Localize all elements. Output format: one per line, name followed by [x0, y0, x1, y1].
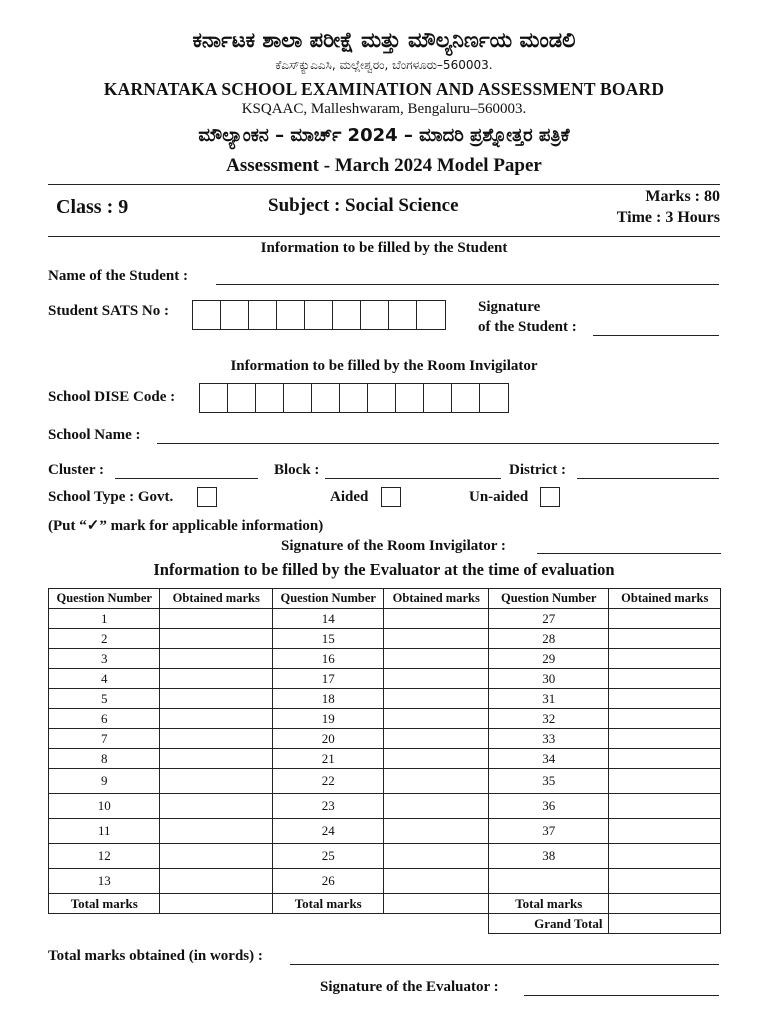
obtained-marks-cell[interactable] [384, 669, 489, 689]
question-number-cell: 21 [272, 749, 383, 769]
obtained-marks-cell[interactable] [384, 629, 489, 649]
table-row [49, 869, 721, 894]
col-question-number-1: Question Number [49, 589, 160, 609]
question-number-cell: 22 [272, 769, 383, 794]
obtained-marks-cell[interactable] [384, 819, 489, 844]
question-number-cell: 34 [489, 749, 609, 769]
aided-label: Aided [330, 489, 369, 505]
obtained-marks-cell[interactable] [160, 609, 273, 629]
question-number-cell: 16 [272, 649, 383, 669]
obtained-marks-cell[interactable] [609, 669, 721, 689]
question-number-cell: 30 [489, 669, 609, 689]
question-number-cell: 35 [489, 769, 609, 794]
question-number-cell: 12 [49, 844, 160, 869]
school-type-label: School Type : Govt. [48, 489, 174, 505]
obtained-marks-cell[interactable] [384, 844, 489, 869]
grand-total-row [49, 914, 721, 934]
govt-checkbox[interactable] [197, 487, 217, 507]
empty-cell [272, 914, 383, 934]
obtained-marks-cell[interactable] [160, 629, 273, 649]
obtained-marks-cell[interactable] [609, 689, 721, 709]
question-number-cell: 32 [489, 709, 609, 729]
obtained-marks-cell[interactable] [609, 649, 721, 669]
subject-label: Subject : Social Science [268, 195, 459, 216]
obtained-marks-cell[interactable] [384, 869, 489, 894]
question-number-cell: 36 [489, 794, 609, 819]
question-number-cell [489, 869, 609, 894]
dise-code-label: School DISE Code : [48, 389, 176, 405]
invigilator-section-heading: Information to be filled by the Room Invigilator [230, 358, 538, 374]
obtained-marks-cell[interactable] [609, 769, 721, 794]
marks-in-words-label: Total marks obtained (in words) : [48, 948, 263, 964]
table-row [49, 794, 721, 819]
obtained-marks-cell[interactable] [160, 689, 273, 709]
table-row [49, 689, 721, 709]
obtained-marks-cell[interactable] [609, 819, 721, 844]
obtained-marks-cell[interactable] [609, 869, 721, 894]
dise-digit-box[interactable] [480, 384, 508, 412]
obtained-marks-cell[interactable] [609, 629, 721, 649]
sats-digit-box[interactable] [333, 301, 361, 329]
dise-digit-box[interactable] [368, 384, 396, 412]
dise-digit-box[interactable] [228, 384, 256, 412]
board-address-english: KSQAAC, Malleshwaram, Bengaluru–560003. [241, 101, 527, 117]
evaluation-marks-table [48, 588, 721, 934]
question-number-cell: 10 [49, 794, 160, 819]
student-signature-label-1: Signature [478, 299, 541, 315]
obtained-marks-cell[interactable] [384, 794, 489, 819]
obtained-marks-cell[interactable] [609, 729, 721, 749]
unaided-checkbox[interactable] [540, 487, 560, 507]
block-field[interactable] [325, 478, 501, 479]
unaided-label: Un-aided [469, 489, 529, 505]
district-field[interactable] [577, 478, 719, 479]
table-row [49, 609, 721, 629]
question-number-cell: 37 [489, 819, 609, 844]
col-obtained-marks-2: Obtained marks [384, 589, 489, 609]
col-question-number-3: Question Number [489, 589, 609, 609]
obtained-marks-cell[interactable] [160, 749, 273, 769]
question-number-cell: 11 [49, 819, 160, 844]
table-row [49, 769, 721, 794]
question-number-cell: 25 [272, 844, 383, 869]
question-number-cell: 31 [489, 689, 609, 709]
table-row [49, 649, 721, 669]
board-name-english: KARNATAKA SCHOOL EXAMINATION AND ASSESSMENT BOARD [103, 79, 665, 99]
empty-cell [160, 914, 273, 934]
question-number-cell: 38 [489, 844, 609, 869]
exam-title-kannada: ಮೌಲ್ಯಾಂಕನ – ಮಾರ್ಚ್ 2024 – ಮಾದರಿ ಪ್ರಶ್ನೋತ್ತರ ಪತ್ರಿಕೆ [198, 125, 570, 146]
dise-digit-box[interactable] [284, 384, 312, 412]
student-section-heading: Information to be filled by the Student [260, 240, 508, 256]
obtained-marks-cell[interactable] [160, 819, 273, 844]
aided-checkbox[interactable] [381, 487, 401, 507]
question-number-cell: 23 [272, 794, 383, 819]
sats-label: Student SATS No : [48, 303, 170, 319]
cluster-field[interactable] [115, 478, 258, 479]
total-marks-label: Total marks [489, 894, 609, 914]
question-number-cell: 4 [49, 669, 160, 689]
dise-digit-box[interactable] [256, 384, 284, 412]
dise-digit-box[interactable] [424, 384, 452, 412]
question-number-cell: 5 [49, 689, 160, 709]
question-number-cell: 26 [272, 869, 383, 894]
evaluator-section-heading: Information to be filled by the Evaluator at the time of evaluation [153, 560, 615, 579]
question-number-cell: 15 [272, 629, 383, 649]
sats-digit-box[interactable] [417, 301, 445, 329]
grand-total-cell[interactable] [609, 914, 721, 934]
school-name-field[interactable] [157, 443, 719, 444]
obtained-marks-cell[interactable] [160, 669, 273, 689]
dise-code-boxes[interactable] [199, 383, 509, 413]
empty-cell [384, 914, 489, 934]
question-number-cell: 8 [49, 749, 160, 769]
obtained-marks-cell[interactable] [384, 709, 489, 729]
invigilator-signature-label: Signature of the Room Invigilator : [281, 538, 506, 554]
invigilator-signature-field[interactable] [537, 553, 721, 554]
student-name-label: Name of the Student : [48, 268, 188, 284]
obtained-marks-cell[interactable] [160, 649, 273, 669]
question-number-cell: 14 [272, 609, 383, 629]
dise-digit-box[interactable] [396, 384, 424, 412]
question-number-cell: 13 [49, 869, 160, 894]
obtained-marks-cell[interactable] [384, 689, 489, 709]
evaluator-signature-field[interactable] [524, 995, 719, 996]
question-number-cell: 9 [49, 769, 160, 794]
grand-total-label: Grand Total [489, 914, 609, 934]
student-signature-label-2: of the Student : [478, 319, 577, 335]
sats-number-boxes[interactable] [192, 300, 446, 330]
col-question-number-2: Question Number [272, 589, 383, 609]
question-number-cell: 2 [49, 629, 160, 649]
total-marks-cell[interactable] [160, 894, 273, 914]
dise-digit-box[interactable] [340, 384, 368, 412]
table-row [49, 819, 721, 844]
board-name-kannada: ಕರ್ನಾಟಕ ಶಾಲಾ ಪರೀಕ್ಷೆ ಮತ್ತು ಮೌಲ್ಯನಿರ್ಣಯ ಮಂಡಲಿ [192, 28, 576, 52]
question-number-cell: 1 [49, 609, 160, 629]
question-number-cell: 7 [49, 729, 160, 749]
table-row [49, 709, 721, 729]
question-number-cell: 3 [49, 649, 160, 669]
question-number-cell: 28 [489, 629, 609, 649]
sats-digit-box[interactable] [193, 301, 221, 329]
sats-digit-box[interactable] [277, 301, 305, 329]
question-number-cell: 20 [272, 729, 383, 749]
dise-digit-box[interactable] [452, 384, 480, 412]
block-label: Block : [274, 462, 320, 478]
obtained-marks-cell[interactable] [160, 769, 273, 794]
obtained-marks-cell[interactable] [609, 609, 721, 629]
marks-label: Marks : 80 [645, 188, 720, 205]
obtained-marks-cell[interactable] [160, 729, 273, 749]
col-obtained-marks-1: Obtained marks [160, 589, 273, 609]
obtained-marks-cell[interactable] [384, 749, 489, 769]
obtained-marks-cell[interactable] [160, 794, 273, 819]
marks-in-words-field[interactable] [290, 964, 719, 965]
table-row [49, 844, 721, 869]
obtained-marks-cell[interactable] [160, 709, 273, 729]
school-name-label: School Name : [48, 427, 141, 443]
header-divider [48, 184, 720, 185]
dise-digit-box[interactable] [200, 384, 228, 412]
question-number-cell: 6 [49, 709, 160, 729]
total-marks-cell[interactable] [384, 894, 489, 914]
col-obtained-marks-3: Obtained marks [609, 589, 721, 609]
question-number-cell: 18 [272, 689, 383, 709]
sats-digit-box[interactable] [305, 301, 333, 329]
obtained-marks-cell[interactable] [384, 769, 489, 794]
class-label: Class : 9 [56, 196, 129, 218]
question-number-cell: 33 [489, 729, 609, 749]
dise-digit-box[interactable] [312, 384, 340, 412]
sats-digit-box[interactable] [361, 301, 389, 329]
total-marks-row [49, 894, 721, 914]
question-number-cell: 27 [489, 609, 609, 629]
question-number-cell: 29 [489, 649, 609, 669]
district-label: District : [509, 462, 567, 478]
obtained-marks-cell[interactable] [609, 794, 721, 819]
question-number-cell: 17 [272, 669, 383, 689]
table-row [49, 729, 721, 749]
exam-title-english: Assessment - March 2024 Model Paper [226, 155, 542, 176]
total-marks-label: Total marks [272, 894, 383, 914]
obtained-marks-cell[interactable] [609, 844, 721, 869]
question-number-cell: 24 [272, 819, 383, 844]
obtained-marks-cell[interactable] [384, 649, 489, 669]
sats-digit-box[interactable] [221, 301, 249, 329]
time-label: Time : 3 Hours [616, 209, 720, 226]
board-address-kannada: ಕೆಎಸ್‌ಕ್ಯುಎಎಸಿ, ಮಲ್ಲೇಶ್ವರಂ, ಬೆಂಗಳೂರು–560003. [275, 58, 493, 72]
obtained-marks-cell[interactable] [160, 869, 273, 894]
question-number-cell: 19 [272, 709, 383, 729]
sats-digit-box[interactable] [389, 301, 417, 329]
checkmark-note: (Put “✓” mark for applicable information) [48, 518, 324, 534]
info-divider [48, 236, 720, 237]
obtained-marks-cell[interactable] [384, 609, 489, 629]
evaluator-signature-label: Signature of the Evaluator : [320, 979, 499, 995]
table-row [49, 629, 721, 649]
table-row [49, 669, 721, 689]
student-name-field[interactable] [216, 284, 719, 285]
total-marks-label: Total marks [49, 894, 160, 914]
cluster-label: Cluster : [48, 462, 104, 478]
table-row [49, 749, 721, 769]
obtained-marks-cell[interactable] [609, 709, 721, 729]
empty-cell [49, 914, 160, 934]
student-signature-field[interactable] [593, 335, 719, 336]
obtained-marks-cell[interactable] [384, 729, 489, 749]
total-marks-cell[interactable] [609, 894, 721, 914]
sats-digit-box[interactable] [249, 301, 277, 329]
obtained-marks-cell[interactable] [609, 749, 721, 769]
obtained-marks-cell[interactable] [160, 844, 273, 869]
